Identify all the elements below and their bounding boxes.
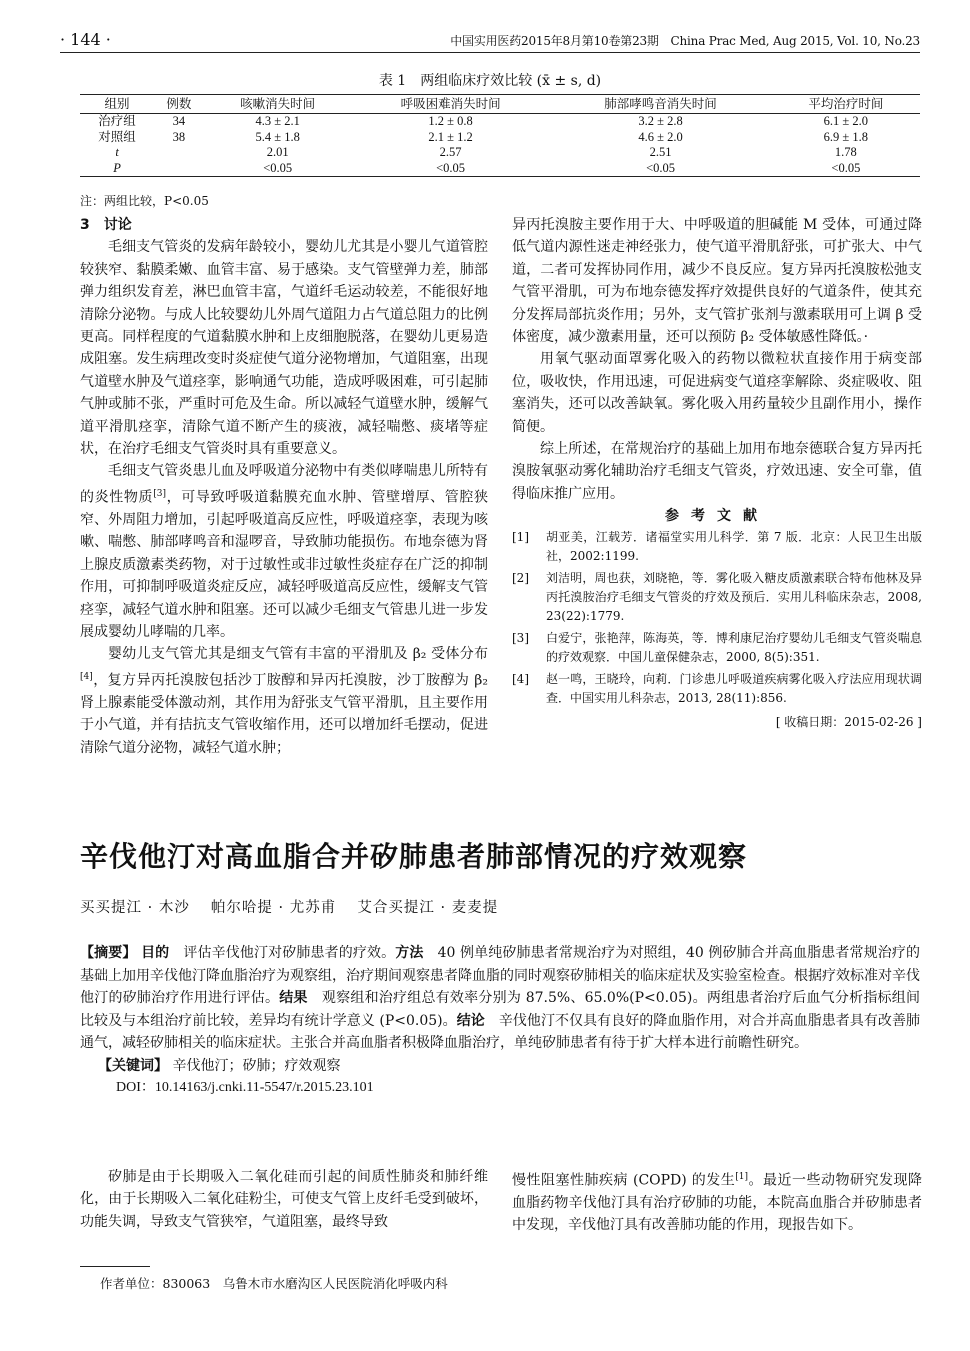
paragraph: 综上所述，在常规治疗的基础上加用布地奈德联合复方异丙托溴胺氧驱动雾化辅助治疗毛细支气管炎，疗效迅速、安全可靠，值得临床推广应用。 (512, 441, 922, 502)
right-column (512, 214, 922, 733)
keywords (80, 1055, 920, 1078)
journal-citation: 中国实用医药2015年8月第10卷第23期 China Prac Med, Aug 2015, Vol. 10, No.23 (450, 34, 920, 48)
citation: [3] (153, 488, 166, 499)
table-cell: 4.6 ± 2.0 (638, 129, 683, 144)
table-cell: 2.1 ± 1.2 (428, 129, 473, 144)
table-column-header: 呼吸困难消失时间 (352, 95, 550, 114)
table-cell: 对照组 (98, 129, 136, 144)
text: 。最近一些动物研究发现降血脂药物辛伐他汀具有治疗矽肺的功能，本院高血脂合并矽肺患者中发现，辛伐他汀具有改善肺功能的作用，现报告如下。 (512, 1172, 922, 1234)
table-row (80, 114, 920, 130)
table-column-header: 组别 (80, 95, 154, 114)
reference-text: 白爱宁，张艳萍，陈海英，等．博利康尼治疗婴幼儿毛细支气管炎喘息的疗效观察．中国儿童保健杂志，2000, 8(5):351. (546, 630, 922, 664)
table-cell (154, 145, 203, 161)
footnote-rule (80, 1266, 150, 1267)
conclusion-label: 结论 (456, 1012, 485, 1029)
body-left-column (80, 1166, 488, 1233)
table-cell: P (80, 161, 154, 177)
references-heading: 参考文献 (665, 508, 769, 525)
result-label: 结果 (279, 990, 308, 1006)
table-cell: <0.05 (549, 161, 771, 177)
text: 婴幼儿支气管尤其是细支气管有丰富的平滑肌及 β₂ 受体分布 (108, 646, 488, 663)
clinical-efficacy-table (80, 94, 920, 177)
text: 慢性阻塞性肺疾病 (COPD) 的发生 (512, 1172, 736, 1189)
reference-number: [1] (512, 529, 529, 544)
page-number: · 144 · (60, 30, 111, 49)
paragraph: 毛细支气管炎的发病年龄较小，婴幼儿尤其是小婴儿气道管腔较狭窄、黏膜柔嫩、血管丰富、易于感染。支气管壁弹力差，肺部弹力组织发育差，淋巴血管丰富，气道纤毛运动较差，不能很好地清除分泌物。与成人比较婴幼儿外周气道阻力占气道总阻力的比例更高。同样程度的气道黏膜水肿和上皮细胞脱落，在婴幼儿更易造成阻塞。发生病理改变时炎症使气道分泌物增加，气道阻塞，出现气道壁水肿及气道痉挛，影响通气功能，造成呼吸困难，可引起肺气肿或肺不张，严重时可危及生命。所以减轻气道壁水肿，缓解气道平滑肌痉挛，清除气道不断产生的痰液，减轻喘憋、痰堵等症状，在治疗毛细支气管炎时具有重要意义。 (80, 239, 488, 458)
table-note: 注：两组比较，P<0.05 (80, 194, 209, 208)
citation: [4] (80, 671, 93, 682)
table-cell: 1.2 ± 0.8 (428, 114, 473, 128)
table-header-row (80, 95, 920, 114)
abstract (80, 942, 920, 1100)
reference-item (512, 569, 922, 626)
reference-item (512, 528, 922, 566)
page-header (60, 30, 920, 53)
method-label: 方法 (395, 945, 424, 961)
table-cell: 4.3 ± 2.1 (255, 114, 300, 128)
table-column-header: 平均治疗时间 (772, 95, 920, 114)
table-row (80, 130, 920, 146)
reference-item (512, 670, 922, 708)
abstract-text (80, 942, 920, 1055)
table-caption: 表 1 两组临床疗效比较 (x̄ ± s, d) (378, 73, 602, 89)
table-cell: <0.05 (352, 161, 550, 177)
table-column-header: 肺部哮鸣音消失时间 (549, 95, 771, 114)
left-column (80, 214, 488, 759)
purpose-text: 评估辛伐他汀对矽肺患者的疗效。 (169, 945, 396, 961)
reference-text: 胡亚美，江载芳．诸福堂实用儿科学．第 7 版．北京：人民卫生出版社，2002:1199. (546, 529, 922, 563)
table-cell: 34 (172, 114, 186, 128)
article-title: 辛伐他汀对高血脂合并矽肺患者肺部情况的疗效观察 (80, 840, 748, 873)
abstract-label: 【摘要】 (80, 945, 137, 961)
table-cell: <0.05 (204, 161, 352, 177)
article-authors: 买买提江 · 木沙 帕尔哈提 · 尤苏甫 艾合买提江 · 麦麦提 (80, 900, 499, 916)
result-text: 观察组和治疗组总有效率分别为 87.5%、65.0%(P<0.05)。两组患者治疗后血气分析指标组间比较及与本组治疗前比较，差异均有统计学意义 (P<0.05)。 (80, 990, 921, 1029)
reference-item (512, 629, 922, 667)
table-cell: t (115, 145, 119, 159)
body-right-column (512, 1166, 922, 1237)
table-cell: 6.1 ± 2.0 (823, 114, 869, 128)
keywords-label: 【关键词】 (98, 1057, 168, 1074)
keywords-text: 辛伐他汀；矽肺；疗效观察 (168, 1057, 341, 1074)
reference-text: 赵一鸣，王晓玲，向莉．门诊患儿呼吸道疾病雾化吸入疗法应用现状调查．中国实用儿科杂志，2013, 28(11):856. (546, 671, 922, 705)
reference-text: 刘洁明，周也获，刘晓艳，等．雾化吸入糖皮质激素联合特布他林及异丙托溴胺治疗毛细支气管炎的疗效及预后．实用儿科临床杂志，2008, 23(22):1779. (546, 570, 922, 623)
table-cell: 3.2 ± 2.8 (638, 114, 683, 128)
paragraph (512, 1166, 922, 1237)
reference-list (512, 528, 922, 708)
author-affiliation: 作者单位：830063 乌鲁木市水磨沟区人民医院消化呼吸内科 (100, 1276, 448, 1291)
table-cell: 5.4 ± 1.8 (255, 129, 300, 144)
section-heading: 3 讨论 (80, 217, 132, 233)
table-cell: 2.57 (439, 145, 462, 159)
table-body (80, 114, 920, 177)
table-row (80, 145, 920, 161)
table-cell (154, 161, 203, 177)
reference-number: [3] (512, 630, 529, 645)
table-row (80, 161, 920, 177)
purpose-label: 目的 (141, 945, 170, 961)
text: ，可导致呼吸道黏膜充血水肿、管壁增厚、管腔狭窄、外周阻力增加，引起呼吸道高反应性，呼吸道痉挛，表现为咳嗽、喘憋、肺部哮鸣音和湿啰音，导致肺功能损伤。布地奈德为肾上腺皮质激素类药物，对于过敏性或非过敏性炎症存在广泛的抑制作用，可抑制呼吸道炎症反应，减轻呼吸道高反应性，缓解支气管痉挛，减轻气道水肿和阻塞。还可以减少毛细支气管患儿进一步发展成婴幼儿哮喘的几率。 (80, 489, 489, 640)
table-cell: 2.01 (266, 145, 289, 159)
table-cell: 治疗组 (98, 114, 136, 128)
received-date: [ 收稿日期：2015-02-26 ] (775, 714, 922, 729)
table-column-header: 咳嗽消失时间 (204, 95, 352, 114)
paragraph (80, 643, 488, 759)
reference-number: [4] (512, 671, 529, 686)
table-cell: <0.05 (772, 161, 920, 177)
paragraph: 矽肺是由于长期吸入二氧化硅而引起的间质性肺炎和肺纤维化，由于长期吸入二氧化硅粉尘，可使支气管上皮纤毛受到破坏，功能失调，导致支气管狭窄，气道阻塞，最终导致 (80, 1169, 488, 1230)
doi: DOI：10.14163/j.cnki.11-5547/r.2015.23.101 (116, 1080, 374, 1095)
reference-number: [2] (512, 570, 529, 585)
table-cell: 6.9 ± 1.8 (823, 129, 869, 144)
table-cell: 1.78 (834, 145, 857, 159)
citation: [1] (735, 1172, 748, 1182)
paragraph: 用氧气驱动面罩雾化吸入的药物以微粒状直接作用于病变部位，吸收快，作用迅速，可促进病变气道痉挛解除、炎症吸收、阻塞消失，还可以改善缺氧。雾化吸入用药量较少且副作用小，操作简便。 (512, 351, 922, 435)
text: ，复方异丙托溴胺包括沙丁胺醇和异丙托溴胺，沙丁胺醇为 β₂ 肾上腺素能受体激动剂，其作用为舒张支气管平滑肌，且主要作用于小气道，并有拮抗支气管收缩作用，还可以增加纤毛摆动，促进清除气道分泌物，减轻气道水肿； (80, 672, 488, 756)
table-column-header: 例数 (154, 95, 203, 114)
text: 毛细支气管炎患儿血及呼吸道分泌物中有类似哮喘患儿所特有的炎性物质 (80, 463, 488, 506)
paragraph: 异丙托溴胺主要作用于大、中呼吸道的胆碱能 M 受体，可通过降低气道内源性迷走神经张力，使气道平滑肌舒张，可扩张大、中气道，二者可发挥协同作用，减少不良反应。复方异丙托溴胺松弛支气管平滑肌，可为布地奈德发挥疗效提供良好的气道条件，使其充分发挥局部抗炎作用；另外，支气管扩张剂与激素联用可上调 β 受体密度，减少激素用量，还可以预防 β₂ 受体敏感性降低。· (512, 217, 922, 346)
method-text: 40 例单纯矽肺患者常规治疗为对照组，40 例矽肺合并高血脂患者常规治疗的基础上加用辛伐他汀降血脂治疗为观察组，治疗期间观察患者降血脂的同时观察矽肺相关的临床症状及实验室检查。根据疗效标准对辛伐他汀的矽肺治疗作用进行评估。 (80, 945, 921, 1006)
table-cell: 38 (172, 129, 186, 144)
conclusion-text: 辛伐他汀不仅具有良好的降血脂作用，对合并高血脂患者具有改善肺通气，减轻矽肺相关的临床症状。主张合并高血脂者积极降血脂治疗，单纯矽肺患者有待于扩大样本进行前瞻性研究。 (80, 1012, 921, 1051)
table-cell: 2.51 (649, 145, 672, 159)
paragraph (80, 460, 488, 643)
